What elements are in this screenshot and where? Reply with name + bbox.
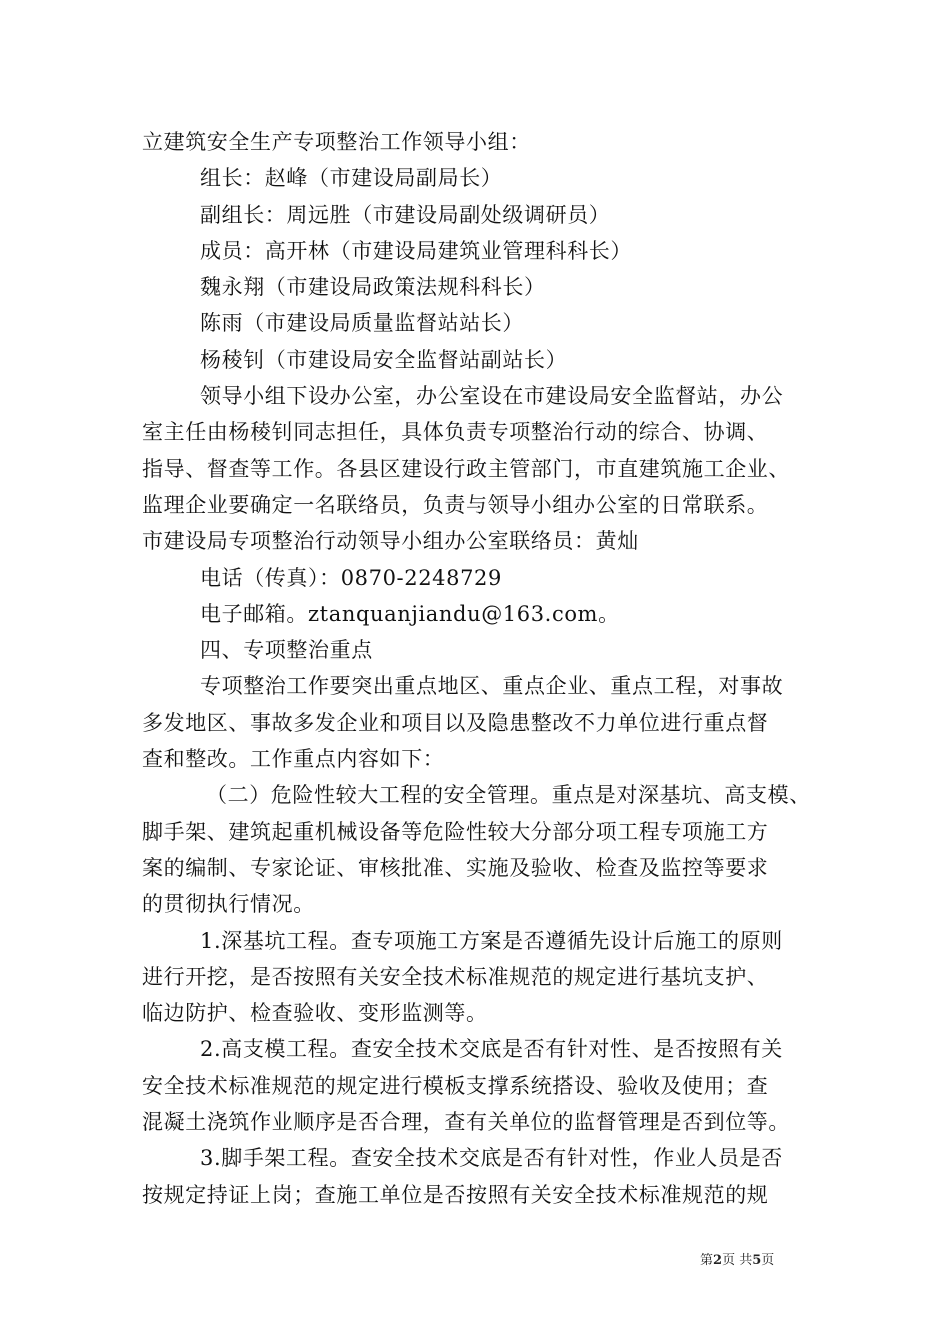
text-line: 监理企业要确定一名联络员，负责与领导小组办公室的日常联系。 [142,492,769,517]
text-line: 安全技术标准规范的规定进行模板支撑系统搭设、验收及使用；查 [142,1073,769,1098]
section-heading: 四、专项整治重点 [200,638,373,663]
document-body [142,124,810,1213]
text-line: 查和整改。工作重点内容如下： [142,747,445,772]
text-line: 1.深基坑工程。查专项施工方案是否遵循先设计后施工的原则 [200,928,783,953]
footer-suffix: 页 [761,1253,775,1268]
text-line: 立建筑安全生产专项整治工作领导小组： [142,130,531,154]
text-line: 混凝土浇筑作业顺序是否合理，查有关单位的监督管理是否到位等。 [142,1110,790,1135]
text-line: 3.脚手架工程。查安全技术交底是否有针对性，作业人员是否 [200,1146,783,1171]
text-line: 的贯彻执行情况。 [142,892,315,917]
text-line: 多发地区、事故多发企业和项目以及隐患整改不力单位进行重点督 [142,710,769,735]
text-line: 副组长：周远胜（市建设局副处级调研员） [200,202,611,227]
text-line: 室主任由杨稜钊同志担任，具体负责专项整治行动的综合、协调、 [142,420,769,445]
text-line: 成员：高开林（市建设局建筑业管理科科长） [200,238,632,263]
text-line: 2.高支模工程。查安全技术交底是否有针对性、是否按照有关 [200,1037,783,1062]
text-line: 魏永翔（市建设局政策法规科科长） [200,275,546,300]
text-line: （二）危险性较大工程的安全管理。重点是对深基坑、高支模、 [206,783,811,808]
current-page-number: 2 [713,1253,723,1268]
text-line: 进行开挖，是否按照有关安全技术标准规范的规定进行基坑支护、 [142,964,769,989]
text-line: 案的编制、专家论证、审核批准、实施及验收、检查及监控等要求 [142,855,769,880]
text-line: 市建设局专项整治行动领导小组办公室联络员：黄灿 [142,529,639,554]
text-line: 临边防护、检查验收、变形监测等。 [142,1001,488,1026]
text-line: 脚手架、建筑起重机械设备等危险性较大分部分项工程专项施工方 [142,819,769,844]
text-line: 专项整治工作要突出重点地区、重点企业、重点工程，对事故 [200,674,784,699]
text-line: 电话（传真）：0870-2248729 [200,565,502,590]
text-line: 杨稜钊（市建设局安全监督站副站长） [200,347,568,372]
text-line: 组长：赵峰（市建设局副局长） [200,166,503,191]
text-line: 陈雨（市建设局质量监督站站长） [200,311,524,336]
text-line: 指导、督查等工作。各县区建设行政主管部门，市直建筑施工企业、 [142,456,790,481]
footer-prefix: 第 [700,1253,714,1268]
total-page-number: 5 [752,1253,762,1268]
page-number-footer [700,1249,774,1268]
text-line: 电子邮箱。ztanquanjiandu@163.com。 [200,601,620,626]
text-line: 领导小组下设办公室，办公室设在市建设局安全监督站，办公 [200,384,784,409]
text-line: 按规定持证上岗；查施工单位是否按照有关安全技术标准规范的规 [142,1182,769,1207]
footer-middle: 页 共 [722,1253,753,1268]
